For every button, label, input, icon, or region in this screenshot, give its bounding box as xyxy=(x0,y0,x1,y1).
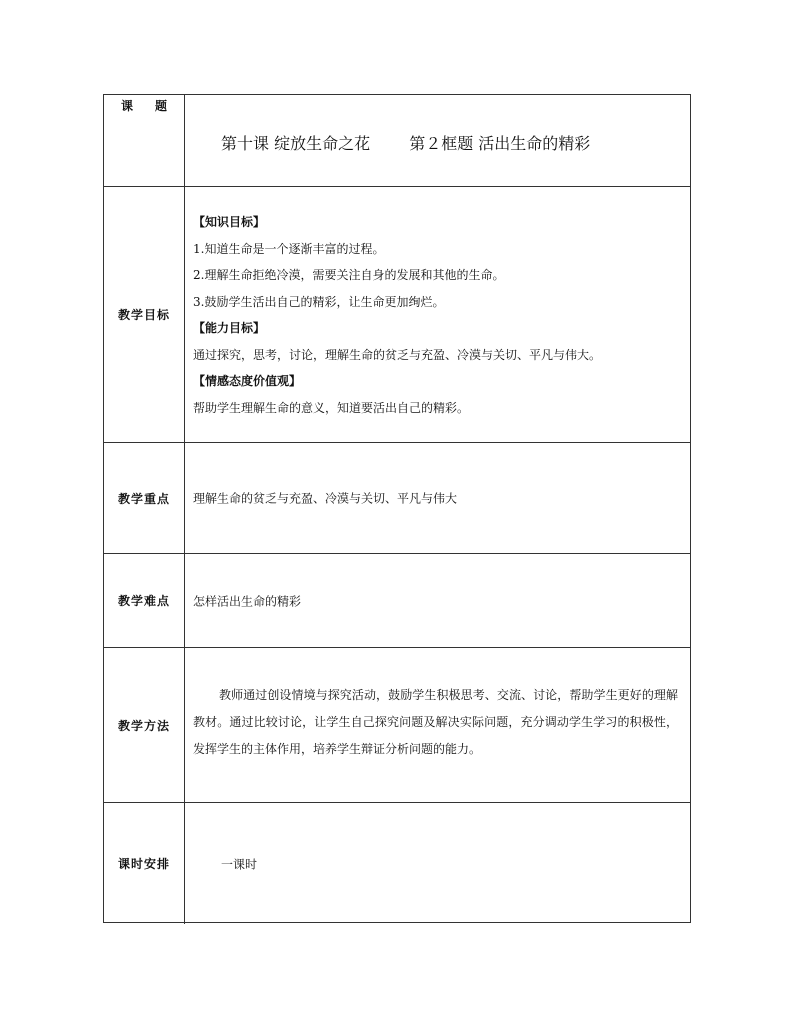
lesson-title-frame: 第２框题 活出生命的精彩 xyxy=(409,134,591,153)
methods-row xyxy=(104,648,690,803)
schedule-content xyxy=(185,803,690,924)
methods-content xyxy=(185,648,690,802)
objective-item: 通过探究，思考，讨论，理解生命的贫乏与充盈、冷漠与关切、平凡与伟大。 xyxy=(193,347,602,362)
lesson-plan-table xyxy=(103,94,691,923)
title-row xyxy=(104,95,690,187)
objective-item: 3.鼓励学生活出自己的精彩，让生命更加绚烂。 xyxy=(193,294,445,309)
objective-item: 2.理解生命拒绝冷漠，需要关注自身的发展和其他的生命。 xyxy=(193,268,505,282)
difficulties-content xyxy=(185,554,690,647)
schedule-text: 一课时 xyxy=(221,857,258,871)
attitude-heading: 【情感态度价值观】 xyxy=(193,374,302,388)
title-label xyxy=(104,95,185,186)
objectives-content xyxy=(185,187,690,442)
difficulties-row xyxy=(104,554,690,648)
schedule-label: 课时安排 xyxy=(104,803,185,924)
title-label-ke: 课 xyxy=(120,99,133,113)
key-points-label: 教学重点 xyxy=(104,443,185,553)
methods-text: 教师通过创设情境与探究活动，鼓励学生积极思考、交流、讨论，帮助学生更好的理解教材。通过比较讨论，让学生自己探究问题及解决实际问题，充分调动学生学习的积极性，发挥学生的主体作用，培养学生辩证分析问题的能力。 xyxy=(193,688,678,756)
key-points-row xyxy=(104,443,690,554)
key-points-content xyxy=(185,443,690,553)
key-points-text: 理解生命的贫乏与充盈、冷漠与关切、平凡与伟大 xyxy=(193,491,458,506)
objectives-row xyxy=(104,187,690,443)
title-label-ti: 题 xyxy=(155,99,168,113)
objectives-list xyxy=(193,209,682,421)
methods-label: 教学方法 xyxy=(104,648,185,802)
title-content xyxy=(185,95,690,186)
objective-item: 1.知道生命是一个逐渐丰富的过程。 xyxy=(193,241,385,256)
schedule-row xyxy=(104,803,690,924)
difficulties-text: 怎样活出生命的精彩 xyxy=(193,594,302,608)
lesson-title-lesson: 第十课 绽放生命之花 xyxy=(221,134,371,153)
objective-item: 帮助学生理解生命的意义，知道要活出自己的精彩。 xyxy=(193,400,470,415)
ability-heading: 【能力目标】 xyxy=(193,321,266,335)
objectives-label: 教学目标 xyxy=(104,187,185,442)
difficulties-label: 教学难点 xyxy=(104,554,185,647)
knowledge-heading: 【知识目标】 xyxy=(193,215,266,229)
lesson-title xyxy=(221,131,590,154)
